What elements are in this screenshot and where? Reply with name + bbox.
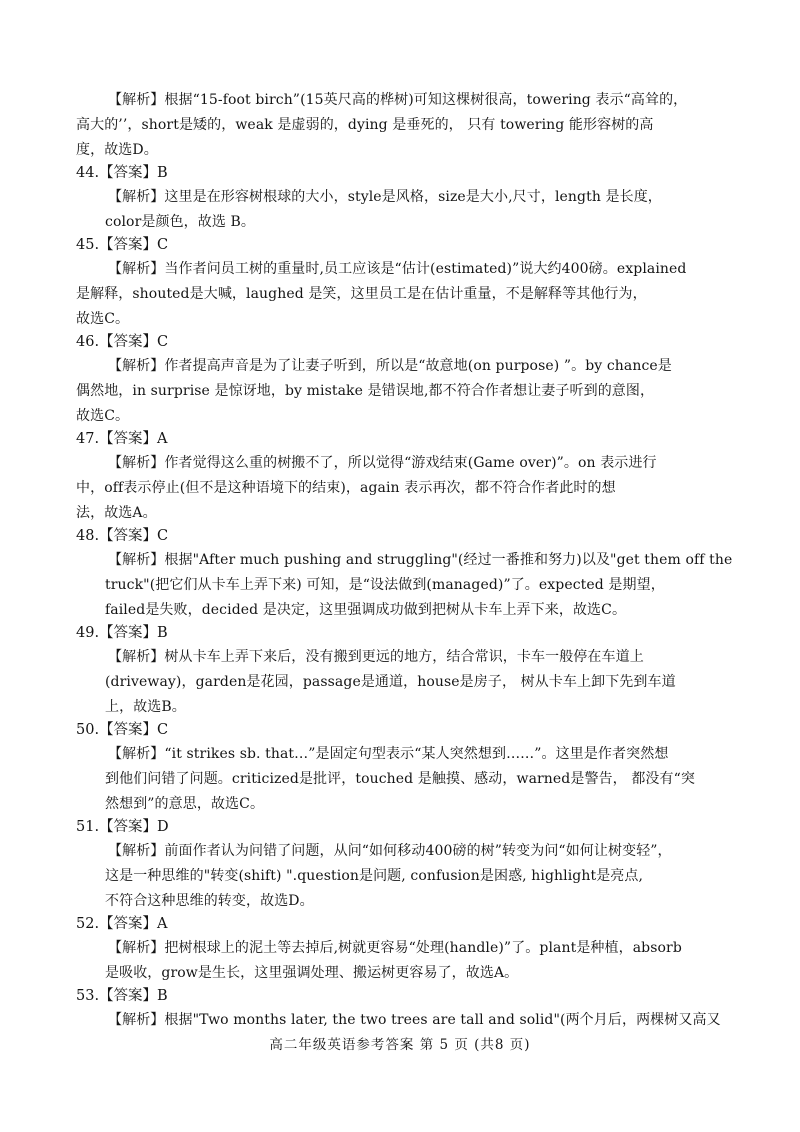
explanation-line: 【解析】把树根球上的泥土等去掉后,树就更容易“处理(handle)”了。plant是种植，absorb xyxy=(108,940,682,956)
explanation-line: 上，故选B。 xyxy=(105,699,186,715)
answer-label: 45.【答案】C xyxy=(76,237,169,253)
explanation-line: 【解析】树从卡车上弄下来后，没有搬到更远的地方，结合常识，卡车一般停在车道上 xyxy=(108,649,644,665)
explanation-line: 故选C。 xyxy=(76,408,130,424)
explanation-line: 偶然地，in surprise 是惊讶地，by mistake 是错误地,都不符合作者想让妻子听到的意图， xyxy=(76,383,655,399)
explanation-line: truck"(把它们从卡车上弄下来) 可知，是“设法做到(managed)”了。expected 是期望， xyxy=(105,577,665,593)
explanation-line: 然想到”的意思，故选C。 xyxy=(105,796,265,812)
page-footer: 高二年级英语参考答案 第 5 页 (共8 页) xyxy=(269,1037,531,1053)
explanation-line: 【解析】这里是在形容树根球的大小，style是风格，size是大小,尺寸，length 是长度， xyxy=(108,189,662,205)
explanation-line: 【解析】作者觉得这么重的树搬不了，所以觉得“游戏结束(Game over)”。on 表示进行 xyxy=(108,455,657,471)
explanation-line: 【解析】“it strikes sb. that…”是固定句型表示“某人突然想到……”。这里是作者突然想 xyxy=(108,746,669,762)
answer-label: 50.【答案】C xyxy=(76,722,169,738)
explanation-line: 【解析】当作者问员工树的重量时,员工应该是“估计(estimated)”说大约400磅。explained xyxy=(108,261,687,277)
explanation-line: 是吸收，grow是生长，这里强调处理、搬运树更容易了，故选A。 xyxy=(105,965,519,981)
explanation-line: 不符合这种思维的转变，故选D。 xyxy=(105,893,314,909)
answer-label: 46.【答案】C xyxy=(76,334,169,350)
explanation-line: (driveway)，garden是花园，passage是通道，house是房子， 树从卡车上卸下先到车道 xyxy=(105,674,676,690)
explanation-line: 【解析】根据"After much pushing and struggling"(经过一番推和努力)以及"get them off the xyxy=(108,552,733,568)
explanation-line: 法，故选A。 xyxy=(76,505,157,521)
explanation-line: 这是一种思维的"转变(shift) ".question是问题, confusion是困惑, highlight是亮点, xyxy=(105,868,644,884)
explanation-line: color是颜色，故选 B。 xyxy=(105,214,256,230)
explanation-line: failed是失败，decided 是决定，这里强调成功做到把树从卡车上弄下来，故选C。 xyxy=(105,602,627,618)
explanation-line: 【解析】根据“15-foot birch”(15英尺高的桦树)可知这棵树很高，towering 表示“高耸的， xyxy=(108,92,688,108)
explanation-line: 【解析】前面作者认为问错了问题，从问“如何移动400磅的树”转变为问“如何让树变轻”， xyxy=(108,843,672,859)
answer-label: 52.【答案】A xyxy=(76,916,168,932)
explanation-line: 到他们问错了问题。criticized是批评，touched 是触摸、感动，warned是警告， 都没有“突 xyxy=(105,771,695,787)
explanation-line: 是解释，shouted是大喊，laughed 是笑，这里员工是在估计重量，不是解释等其他行为， xyxy=(76,286,647,302)
explanation-line: 【解析】根据"Two months later, the two trees are tall and solid"(两个月后，两棵树又高又 xyxy=(108,1012,721,1028)
explanation-line: 【解析】作者提高声音是为了让妻子听到，所以是“故意地(on purpose) ”。by chance是 xyxy=(108,358,672,374)
explanation-line: 故选C。 xyxy=(76,311,130,327)
answer-label: 49.【答案】B xyxy=(76,625,168,641)
answer-label: 53.【答案】B xyxy=(76,988,168,1004)
answer-label: 44.【答案】B xyxy=(76,165,168,181)
explanation-line: 度，故选D。 xyxy=(76,142,158,158)
answer-label: 48.【答案】C xyxy=(76,528,169,544)
answer-label: 47.【答案】A xyxy=(76,431,168,447)
answer-label: 51.【答案】D xyxy=(76,819,169,835)
explanation-line: 高大的’’，short是矮的，weak 是虚弱的，dying 是垂死的， 只有 towering 能形容树的高 xyxy=(76,117,654,133)
explanation-line: 中，off表示停止(但不是这种语境下的结束)，again 表示再次，都不符合作者此时的想 xyxy=(76,480,616,496)
